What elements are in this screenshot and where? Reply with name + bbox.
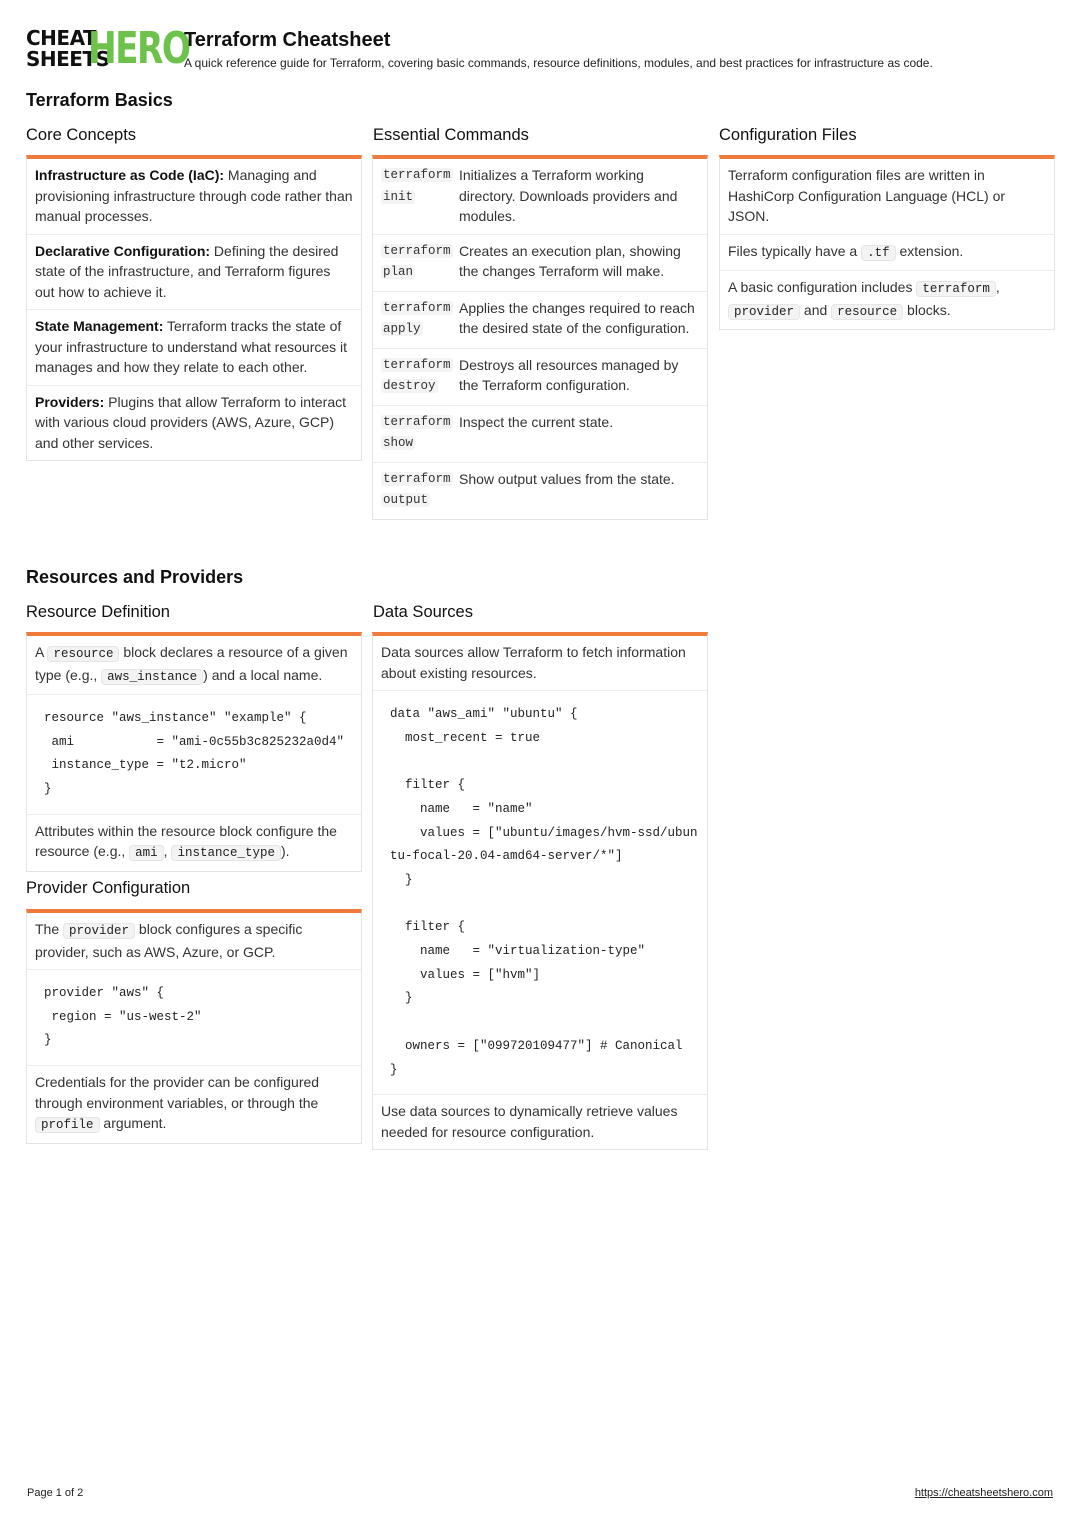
card-title-core-concepts: Core Concepts	[26, 126, 137, 144]
code-block	[373, 691, 707, 1095]
page-description: A quick reference guide for Terraform, covering basic commands, resource definitions, modules, and best practices for infrastructure as code.	[184, 56, 933, 70]
command-code: terraform output	[383, 471, 451, 507]
inline-code: resource	[47, 646, 119, 662]
resource-row: Attributes within the resource block configure the resource (e.g., ami , instance_type ).	[35, 822, 337, 861]
resource-code: resource "aws_instance" "example" { ami = "ami-0c55b3c825232a0d4" instance_type = "t2.micro" }	[44, 707, 353, 802]
command-description: Inspect the current state.	[459, 413, 614, 430]
code-block	[27, 970, 361, 1066]
inline-code: provider	[63, 923, 135, 939]
command-code: terraform show	[383, 414, 451, 450]
config-row: Terraform configuration files are written in HashiCorp Configuration Language (HCL) or JSON.	[720, 159, 1054, 235]
resource-definition-card	[26, 632, 362, 872]
data-source-code: data "aws_ami" "ubuntu" { most_recent = true filter { name = "name" values = ["ubuntu/images/hvm-ssd/ubuntu-focal-20.04-amd64-server/*"] } filter { name = "virtualization-type" values = ["hvm"] } owners = ["099720109477"] # Canonical }	[390, 703, 699, 1082]
concept-term: Infrastructure as Code (IaC):	[35, 167, 225, 183]
command-row	[373, 292, 707, 349]
provider-row: The provider block configures a specific provider, such as AWS, Azure, or GCP.	[27, 913, 361, 970]
command-description: Applies the changes required to reach the desired state of the configuration.	[459, 299, 695, 336]
inline-code: .tf	[861, 245, 896, 261]
data-sources-card	[372, 632, 708, 1150]
command-description: Creates an execution plan, showing the changes Terraform will make.	[459, 242, 681, 279]
concept-item	[27, 159, 361, 235]
essential-commands-card	[372, 155, 708, 520]
inline-code: profile	[35, 1117, 100, 1133]
command-description: Show output values from the state.	[459, 470, 675, 487]
config-row: Files typically have a .tf extension.	[720, 235, 1054, 272]
command-code: terraform init	[383, 168, 451, 204]
data-source-row: Data sources allow Terraform to fetch information about existing resources.	[373, 636, 707, 691]
command-code: terraform plan	[383, 243, 451, 279]
logo-sheets-text: SHEETS	[26, 47, 110, 71]
card-title-configuration-files: Configuration Files	[719, 126, 857, 144]
page-header	[26, 23, 1056, 76]
section-title-resources: Resources and Providers	[26, 567, 244, 587]
command-description: Initializes a Terraform working directory. Downloads providers and modules.	[459, 167, 678, 224]
logo-hero-text: HERO	[88, 23, 190, 74]
core-concepts-card	[26, 155, 362, 461]
concept-term: Declarative Configuration:	[35, 242, 211, 259]
concept-text: Defining the desired state of the infrastructure, and Terraform figures out how to achieve it.	[35, 242, 339, 300]
command-row	[373, 463, 707, 519]
card-title-provider-configuration: Provider Configuration	[26, 879, 191, 897]
resource-row: A resource block declares a resource of a given type (e.g., aws_instance ) and a local name.	[27, 636, 361, 695]
command-description: Destroys all resources managed by the Terraform configuration.	[459, 356, 679, 393]
config-row: A basic configuration includes terraform , provider and resource blocks.	[728, 279, 1000, 319]
concept-item	[27, 386, 361, 461]
command-code: terraform apply	[383, 300, 451, 336]
page-title: Terraform Cheatsheet	[184, 29, 391, 51]
concept-text: Managing and provisioning infrastructure through code rather than manual processes.	[35, 167, 353, 224]
section-title-basics: Terraform Basics	[26, 90, 173, 110]
site-link[interactable]: https://cheatsheetshero.com	[914, 1487, 1053, 1499]
card-title-essential-commands: Essential Commands	[373, 126, 529, 144]
command-code: terraform destroy	[383, 357, 451, 393]
command-row	[373, 235, 707, 292]
concept-item	[27, 310, 361, 386]
code-block	[27, 695, 361, 815]
data-source-row: Use data sources to dynamically retrieve values needed for resource configuration.	[381, 1103, 678, 1140]
command-row	[373, 159, 707, 235]
card-title-resource-definition: Resource Definition	[26, 603, 170, 621]
concept-term: Providers:	[35, 393, 105, 410]
concept-text: Plugins that allow Terraform to interact with various cloud providers (AWS, Azure, GCP) and other services.	[35, 393, 346, 451]
inline-code: terraform	[916, 281, 996, 297]
logo-cheat-text: CHEAT	[26, 26, 97, 50]
inline-code: instance_type	[171, 845, 281, 861]
concept-text: Terraform tracks the state of your infrastructure to understand what resources it manages and how they relate to each other.	[35, 318, 348, 375]
concept-term: State Management:	[35, 318, 164, 334]
provider-configuration-card	[26, 909, 362, 1144]
command-row	[373, 349, 707, 406]
inline-code: ami	[129, 845, 164, 861]
page-number: Page 1 of 2	[27, 1487, 84, 1499]
configuration-files-card	[719, 155, 1055, 330]
card-title-data-sources: Data Sources	[373, 603, 473, 621]
inline-code: resource	[831, 304, 903, 320]
inline-code: provider	[728, 304, 800, 320]
provider-code: provider "aws" { region = "us-west-2" }	[44, 982, 353, 1053]
cheatsheetshero-logo[interactable]	[26, 23, 190, 74]
command-row	[373, 406, 707, 463]
provider-row: Credentials for the provider can be configured through environment variables, or through the profile argument.	[35, 1074, 320, 1133]
concept-item	[27, 235, 361, 311]
inline-code: aws_instance	[101, 669, 203, 685]
